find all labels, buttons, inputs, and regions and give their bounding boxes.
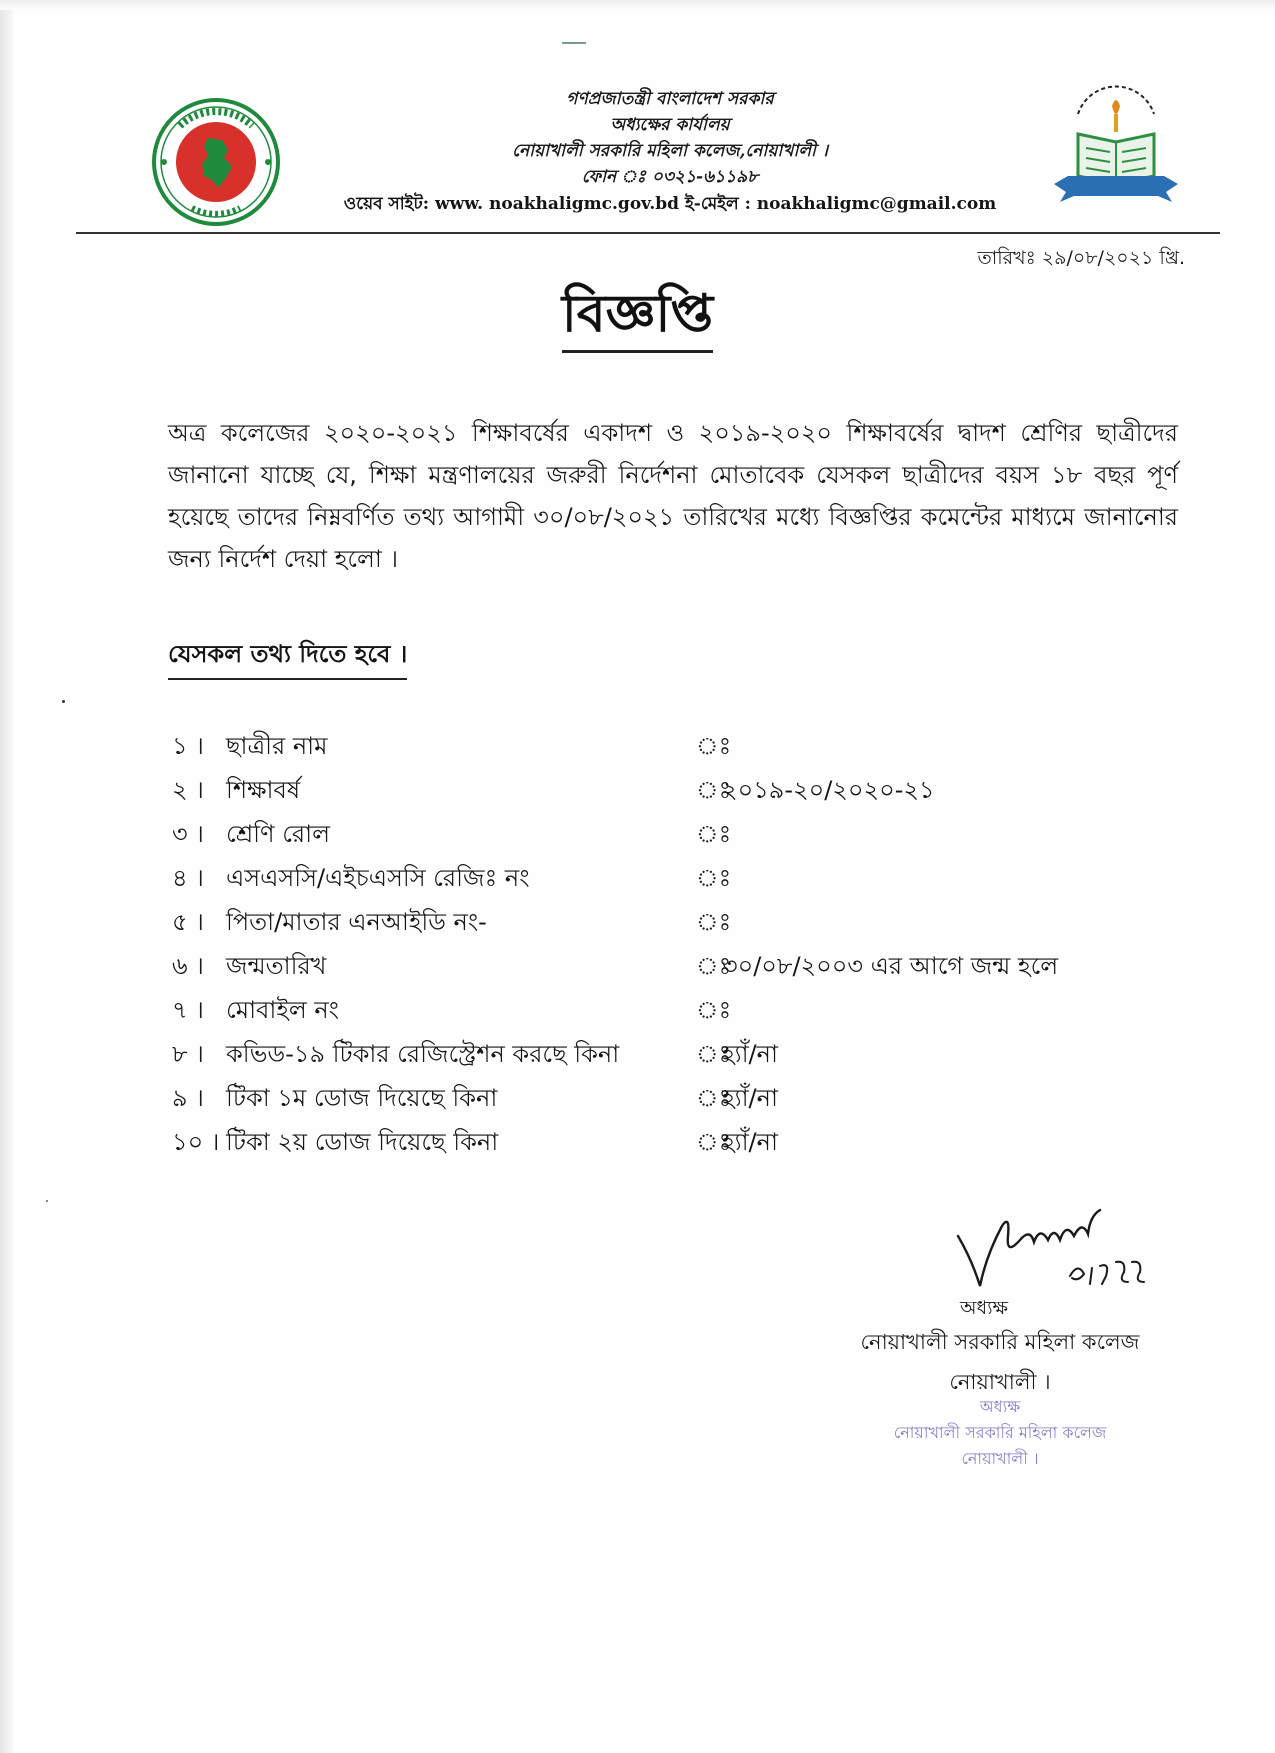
scan-speck [46,1200,48,1202]
list-item [172,1032,1152,1076]
header [310,86,1030,218]
list-item [172,812,1152,856]
signature-block [800,1196,1160,1496]
header-government: গণপ্রজাতন্ত্রী বাংলাদেশ সরকার [566,89,774,109]
item-number: ৪ । [172,864,204,892]
required-info-list [172,724,1152,1164]
scan-speck [62,700,65,703]
item-separator: ঃ [696,952,732,980]
item-separator: ঃ [696,776,732,804]
notice-body: অত্র কলেজের ২০২০-২০২১ শিক্ষাবর্ষের একাদশ ও ২০১৯-২০২০ শিক্ষাবর্ষের দ্বাদশ শ্রেণির ছাত্রীদের জানানো যাচ্ছে যে, শিক্ষা মন্ত্রণালয়ের জরুরী নির্দেশনা মোতাবেক যেসকল ছাত্রীদের বয়স ১৮ বছর পূর্ণ হয়েছে তাদের নিম্নবর্ণিত তথ্য আগামী ৩০/০৮/২০২১ তারিখের মধ্যে বিজ্ঞপ্তির কমেন্টের মাধ্যমে জানানোর জন্য নির্দেশ দেয়া হলো । [168,419,1178,573]
required-info-heading: যেসকল তথ্য দিতে হবে । [168,636,407,680]
item-number: ১ । [172,732,204,760]
item-separator: ঃ [696,996,732,1024]
item-value: হ্যাঁ/না [722,1084,778,1112]
item-number: ৭ । [172,996,204,1024]
item-label: ছাত্রীর নাম [226,732,328,760]
item-label: এসএসসি/এইচএসসি রেজিঃ নং [226,864,530,892]
item-separator: ঃ [696,864,732,892]
header-college: নোয়াখালী সরকারি মহিলা কলেজ,নোয়াখালী । [512,141,828,161]
item-label: জন্মতারিখ [226,952,327,980]
notice-date: তারিখঃ ২৯/০৮/২০২১ খ্রি. [977,247,1185,269]
government-seal-icon [150,96,282,228]
college-emblem-icon [1048,84,1184,220]
scan-mark [562,42,586,44]
list-item [172,1076,1152,1120]
signature-college: নোয়াখালী সরকারি মহিলা কলেজ [860,1330,1140,1354]
item-number: ৮ । [172,1040,204,1068]
signature-icon [950,1196,1160,1304]
item-number: ৬ । [172,952,204,980]
office-stamp [840,1394,1160,1472]
list-item [172,1120,1152,1164]
item-number: ২ । [172,776,204,804]
stamp-line-3: নোয়াখালী । [961,1449,1039,1468]
stamp-line-2: নোয়াখালী সরকারি মহিলা কলেজ [893,1423,1107,1442]
item-number: ৫ । [172,908,204,936]
item-number: ৯ । [172,1084,204,1112]
list-item [172,944,1152,988]
list-item [172,900,1152,944]
item-label: শিক্ষাবর্ষ [226,776,301,804]
header-divider [76,232,1220,234]
item-value: হ্যাঁ/না [722,1128,778,1156]
item-separator: ঃ [696,1040,732,1068]
item-label: মোবাইল নং [226,996,339,1024]
item-label: শ্রেণি রোল [226,820,330,848]
notice-title-text: বিজ্ঞপ্তি [562,282,713,353]
item-value: ২০১৯-২০/২০২০-২১ [722,776,935,804]
item-value: ৩০/০৮/২০০৩ এর আগে জন্ম হলে [722,952,1059,980]
item-separator: ঃ [696,820,732,848]
signature-town: নোয়াখালী । [949,1370,1051,1394]
item-separator: ঃ [696,1128,732,1156]
list-item [172,856,1152,900]
item-value: হ্যাঁ/না [722,1040,778,1068]
header-web-email: ওয়েব সাইট: www. noakhaligmc.gov.bd ই-মেইল : noakhaligmc@gmail.com [343,194,997,214]
item-number: ১০ । [172,1128,220,1156]
item-label: টিকা ১ম ডোজ দিয়েছে কিনা [226,1084,498,1112]
list-item [172,988,1152,1032]
notice-title [0,282,1275,353]
item-label: কভিড-১৯ টিকার রেজিস্ট্রেশন করছে কিনা [226,1040,620,1068]
item-separator: ঃ [696,908,732,936]
header-office: অধ্যক্ষের কার্যালয় [610,115,730,135]
list-item [172,724,1152,768]
scan-top-shadow [0,0,1275,10]
item-label: টিকা ২য় ডোজ দিয়েছে কিনা [226,1128,499,1156]
stamp-line-1: অধ্যক্ষ [979,1397,1021,1416]
item-separator: ঃ [696,732,732,760]
scan-edge-shadow [0,0,14,1753]
list-item [172,768,1152,812]
principal-title: অধ্যক্ষ [960,1297,1009,1319]
item-number: ৩ । [172,820,204,848]
item-label: পিতা/মাতার এনআইডি নং- [226,908,487,936]
item-separator: ঃ [696,1084,732,1112]
header-phone: ফোন ঃ ০৩২১-৬১১৯৮ [581,167,759,187]
